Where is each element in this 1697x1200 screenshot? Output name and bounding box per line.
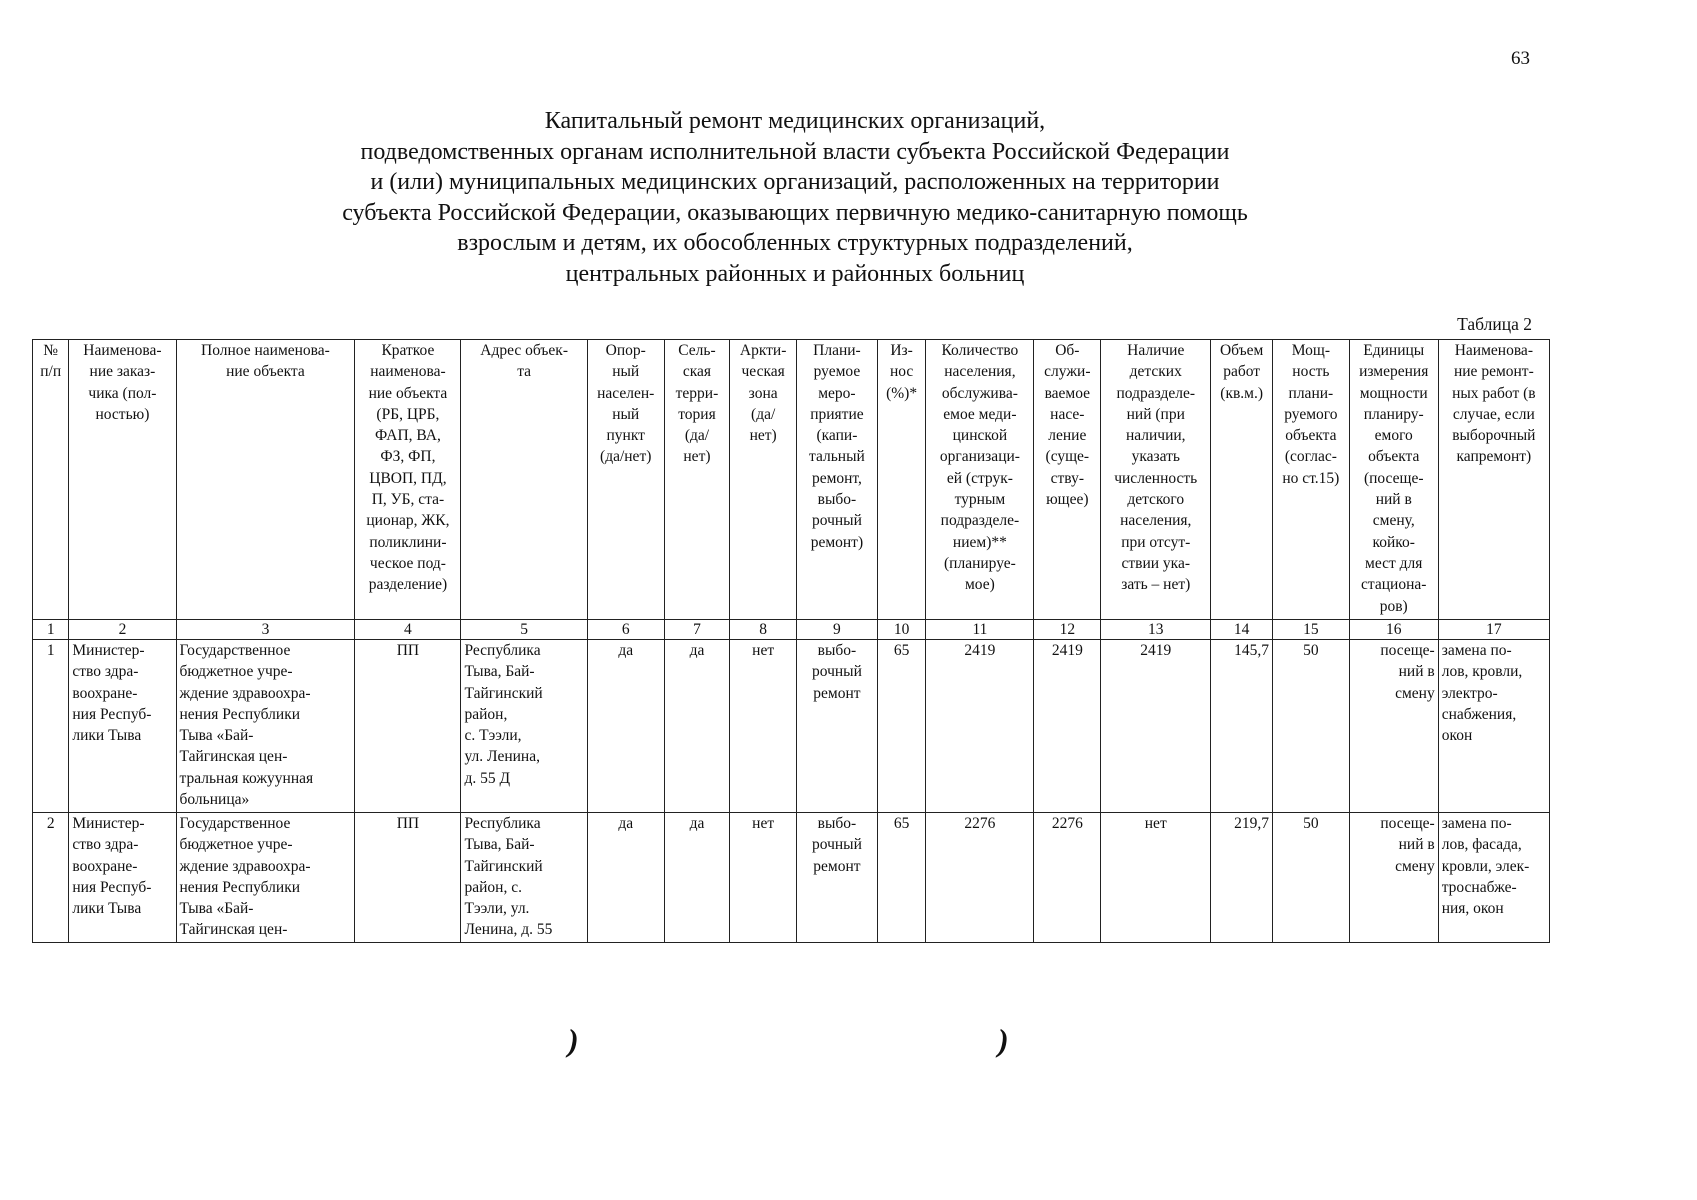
support-point-cell: да [587, 813, 664, 943]
customer-cell: Министер- ство здра- воохране- ния Респуб- лики Тыва [69, 813, 176, 943]
header-cell: № п/п [33, 340, 69, 620]
population-cell: 2419 [926, 640, 1034, 813]
header-cell: Плани- руемое меро- приятие (капи- тальный ремонт, выбо- рочный ремонт) [797, 340, 878, 620]
arctic-zone-cell: нет [730, 813, 797, 943]
column-number-cell: 4 [355, 620, 461, 640]
title-line: субъекта Российской Федерации, оказывающих первичную медико-санитарную помощь [342, 199, 1248, 226]
column-number-cell: 5 [461, 620, 587, 640]
header-cell: Краткое наименова- ние объекта (РБ, ЦРБ, ФАП, ВА, ФЗ, ФП, ЦВОП, ПД, П, УБ, ста- ционар, ЖК, поликлини- ческое под- разделение) [355, 340, 461, 620]
population-cell: 2276 [926, 813, 1034, 943]
column-number-row [33, 620, 1550, 640]
full-name-cell: Государственное бюджетное учре- ждение здравоохра- нения Республики Тыва «Бай- Тайгинская цен- тральная кожуунная больница» [176, 640, 355, 813]
column-number-cell: 12 [1034, 620, 1101, 640]
row-number-cell: 1 [33, 640, 69, 813]
title-line: подведомственных органам исполнительной власти субъекта Российской Федерации [360, 138, 1230, 165]
wear-cell: 65 [877, 813, 926, 943]
rural-territory-cell: да [664, 640, 730, 813]
header-cell: Опор- ный населен- ный пункт (да/нет) [587, 340, 664, 620]
title-line: центральных районных и районных больниц [565, 260, 1025, 287]
support-point-cell: да [587, 640, 664, 813]
title-line: Капитальный ремонт медицинских организаций, [544, 108, 1046, 134]
header-cell: Количество населения, обслужива- емое меди- цинской организаци- ей (струк- турным подразделе- нием)** (планируе- мое) [926, 340, 1034, 620]
planned-measure-cell: выбо- рочный ремонт [797, 813, 878, 943]
arctic-zone-cell: нет [730, 640, 797, 813]
served-population-cell: 2276 [1034, 813, 1101, 943]
column-number-cell: 13 [1101, 620, 1211, 640]
capital-repair-table [32, 339, 1550, 943]
header-cell: Об- служи- ваемое насе- ление (суще- ству- ющее) [1034, 340, 1101, 620]
header-cell: Мощ- ность плани- руемого объекта (соглас- но ст.15) [1272, 340, 1349, 620]
short-name-cell: ПП [355, 813, 461, 943]
document-title [200, 106, 1390, 289]
column-number-cell: 6 [587, 620, 664, 640]
served-population-cell: 2419 [1034, 640, 1101, 813]
column-number-cell: 10 [877, 620, 926, 640]
capacity-cell: 50 [1272, 813, 1349, 943]
header-cell: Наименова- ние ремонт- ных работ (в случае, если выборочный капремонт) [1438, 340, 1549, 620]
header-cell: Адрес объек- та [461, 340, 587, 620]
column-number-cell: 1 [33, 620, 69, 640]
column-number-cell: 14 [1211, 620, 1273, 640]
rural-territory-cell: да [664, 813, 730, 943]
header-cell: Сель- ская терри- тория (да/ нет) [664, 340, 730, 620]
pen-mark: ) [568, 1022, 579, 1058]
pen-mark: ) [998, 1022, 1009, 1058]
work-volume-cell: 219,7 [1211, 813, 1273, 943]
capacity-units-cell: посеще- ний в смену [1349, 813, 1438, 943]
children-units-cell: 2419 [1101, 640, 1211, 813]
repair-works-cell: замена по- лов, фасада, кровли, элек- троснабже- ния, окон [1438, 813, 1549, 943]
page-number: 63 [1511, 48, 1530, 69]
address-cell: Республика Тыва, Бай- Тайгинский район, с. Тээли, ул. Ленина, д. 55 Д [461, 640, 587, 813]
header-cell: Из- нос (%)* [877, 340, 926, 620]
capacity-cell: 50 [1272, 640, 1349, 813]
column-number-cell: 17 [1438, 620, 1549, 640]
children-units-cell: нет [1101, 813, 1211, 943]
table-row [33, 640, 1550, 813]
column-number-cell: 15 [1272, 620, 1349, 640]
row-number-cell: 2 [33, 813, 69, 943]
title-line: и (или) муниципальных медицинских организаций, расположенных на территории [370, 169, 1220, 195]
column-number-cell: 11 [926, 620, 1034, 640]
wear-cell: 65 [877, 640, 926, 813]
table-caption: Таблица 2 [1457, 314, 1532, 334]
column-number-cell: 9 [797, 620, 878, 640]
address-cell: Республика Тыва, Бай- Тайгинский район, с. Тээли, ул. Ленина, д. 55 [461, 813, 587, 943]
table-row [33, 813, 1550, 943]
customer-cell: Министер- ство здра- воохране- ния Респуб- лики Тыва [69, 640, 176, 813]
header-cell: Наличие детских подразделе- ний (при наличии, указать численность детского населения, при отсут- ствии ука- зать – нет) [1101, 340, 1211, 620]
header-cell: Наименова- ние заказ- чика (пол- ностью) [69, 340, 176, 620]
title-line: взрослым и детям, их обособленных структурных подразделений, [457, 230, 1133, 256]
full-name-cell: Государственное бюджетное учре- ждение здравоохра- нения Республики Тыва «Бай- Тайгинская цен- [176, 813, 355, 943]
header-cell: Аркти- ческая зона (да/ нет) [730, 340, 797, 620]
repair-works-cell: замена по- лов, кровли, электро- снабжения, окон [1438, 640, 1549, 813]
short-name-cell: ПП [355, 640, 461, 813]
header-cell: Объем работ (кв.м.) [1211, 340, 1273, 620]
header-cell: Полное наименова- ние объекта [176, 340, 355, 620]
column-number-cell: 16 [1349, 620, 1438, 640]
column-number-cell: 8 [730, 620, 797, 640]
column-number-cell: 2 [69, 620, 176, 640]
column-number-cell: 7 [664, 620, 730, 640]
work-volume-cell: 145,7 [1211, 640, 1273, 813]
capacity-units-cell: посеще- ний в смену [1349, 640, 1438, 813]
planned-measure-cell: выбо- рочный ремонт [797, 640, 878, 813]
column-number-cell: 3 [176, 620, 355, 640]
header-cell: Единицы измерения мощности планиру- емого объекта (посеще- ний в смену, койко- мест для стациона- ров) [1349, 340, 1438, 620]
table-header-row [33, 340, 1550, 620]
